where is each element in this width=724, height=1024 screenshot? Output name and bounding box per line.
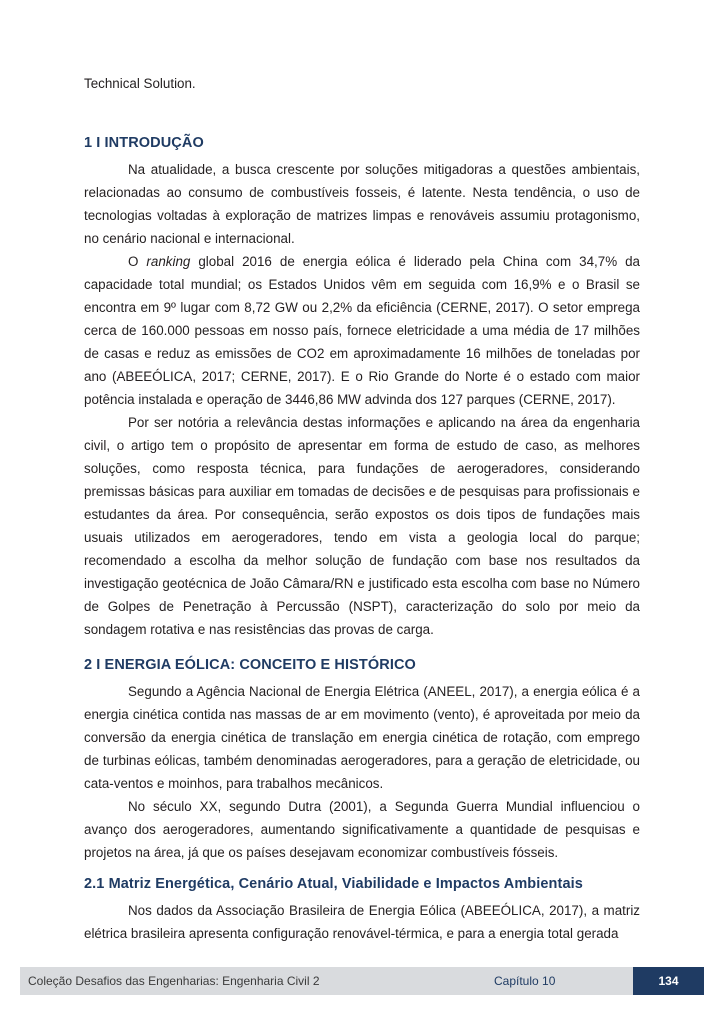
section-heading: 1 I INTRODUÇÃO (84, 135, 204, 151)
section-energia-eolica (84, 655, 640, 864)
paragraph: No século XX, segundo Dutra (2001), a Segunda Guerra Mundial influenciou o avanço dos aerogeradores, aumentando significativamente a quantidade de pesquisas e projetos na área, já que os países desejavam economizar combustíveis fósseis. (84, 799, 640, 860)
footer-book-title: Coleção Desafios das Engenharias: Engenharia Civil 2 (28, 974, 320, 988)
paragraph: Nos dados da Associação Brasileira de Energia Eólica (ABEEÓLICA, 2017), a matriz elétrica brasileira apresenta configuração renovável-térmica, e para a energia total gerada (84, 903, 640, 941)
subsection-heading: 2.1 Matriz Energética, Cenário Atual, Viabilidade e Impactos Ambientais (84, 876, 583, 892)
paragraph: O ranking global 2016 de energia eólica é liderado pela China com 34,7% da capacidade total mundial; os Estados Unidos vêm em seguida com 16,9% e o Brasil se encontra em 9º lugar com 8,72 GW ou 2,2% da eficiência (CERNE, 2017). O setor emprega cerca de 160.000 pessoas em nosso país, fornece eletricidade a uma média de 17 milhões de casas e reduz as emissões de CO2 em aproximadamente 16 milhões de toneladas por ano (ABEEÓLICA, 2017; CERNE, 2017). E o Rio Grande do Norte é o estado com maior potência instalada e operação de 3446,86 MW advinda dos 127 parques (CERNE, 2017). (84, 254, 640, 407)
page-number: 134 (633, 967, 704, 995)
section-introducao (84, 133, 640, 641)
paragraph: Na atualidade, a busca crescente por soluções mitigadoras a questões ambientais, relacionadas ao consumo de combustíveis fosseis, é latente. Nesta tendência, o uso de tecnologias voltadas à exploração de matrizes limpas e renováveis assumiu protagonismo, no cenário nacional e internacional. (84, 162, 640, 246)
section-matriz-energetica (84, 874, 640, 945)
page-footer (20, 967, 704, 995)
lead-text: Technical Solution. (84, 76, 196, 91)
paragraph: Segundo a Agência Nacional de Energia Elétrica (ANEEL, 2017), a energia eólica é a energia cinética contida nas massas de ar em movimento (vento), é aproveitada por meio da conversão da energia cinética de translação em energia cinética de rotação, com emprego de turbinas eólicas, também denominadas aerogeradores, para a geração de eletricidade, ou cata-ventos e moinhos, para trabalhos mecânicos. (84, 684, 640, 791)
footer-chapter: Capítulo 10 (494, 974, 556, 988)
paragraph: Por ser notória a relevância destas informações e aplicando na área da engenharia civil, o artigo tem o propósito de apresentar em forma de estudo de caso, as melhores soluções, como resposta técnica, para fundações de aerogeradores, considerando premissas básicas para auxiliar em tomadas de decisões e de pesquisas para profissionais e estudantes da área. Por consequência, serão expostos os dois tipos de fundações mais usuais utilizados em aerogeradores, tendo em vista a geologia local do parque; recomendado a escolha da melhor solução de fundação com base nos resultados da investigação geotécnica de João Câmara/RN e justificado esta escolha com base no Número de Golpes de Penetração à Percussão (NSPT), caracterização do solo por meio da sondagem rotativa e nas resistências das provas de carga. (84, 415, 640, 637)
section-heading: 2 I ENERGIA EÓLICA: CONCEITO E HISTÓRICO (84, 657, 416, 673)
italic-term: ranking (146, 254, 191, 269)
